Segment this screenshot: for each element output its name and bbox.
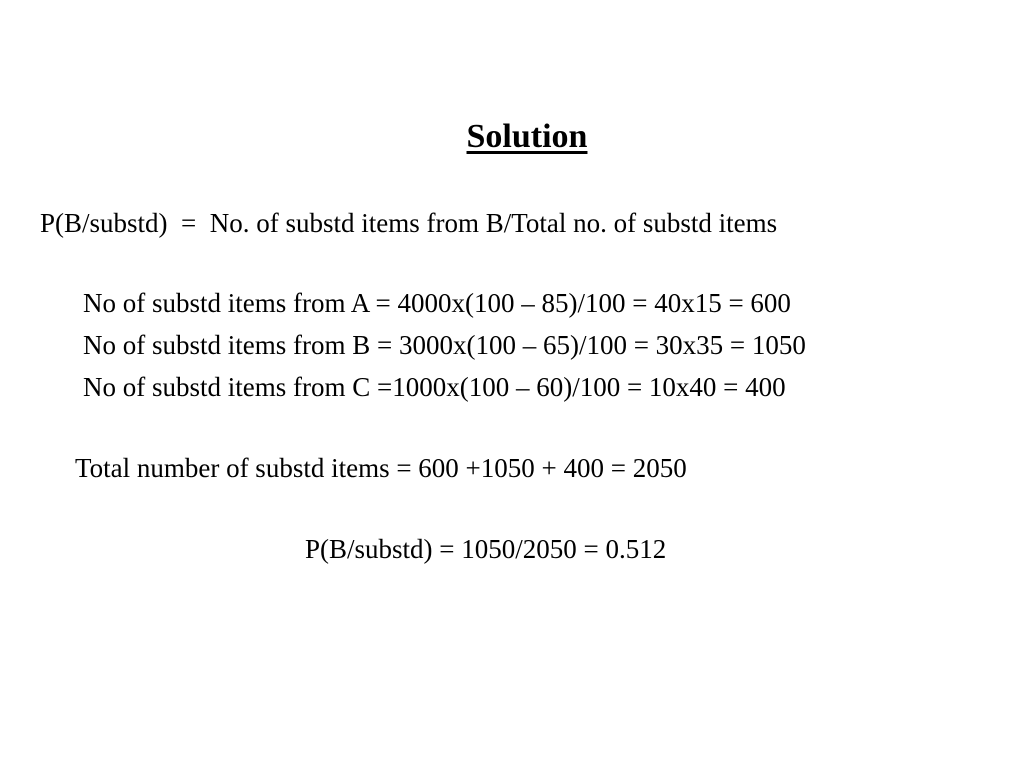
- probability-result: P(B/substd) = 1050/2050 = 0.512: [305, 534, 667, 564]
- substd-items-from-c: No of substd items from C =1000x(100 – 60)/100 = 10x40 = 400: [83, 372, 786, 402]
- substd-items-from-b: No of substd items from B = 3000x(100 – 65)/100 = 30x35 = 1050: [83, 330, 806, 360]
- probability-definition: P(B/substd) = No. of substd items from B/Total no. of substd items: [40, 208, 778, 238]
- slide-title: Solution: [466, 118, 588, 155]
- substd-items-from-a: No of substd items from A = 4000x(100 – 85)/100 = 40x15 = 600: [83, 288, 791, 318]
- total-substd-items: Total number of substd items = 600 +1050 + 400 = 2050: [75, 453, 687, 483]
